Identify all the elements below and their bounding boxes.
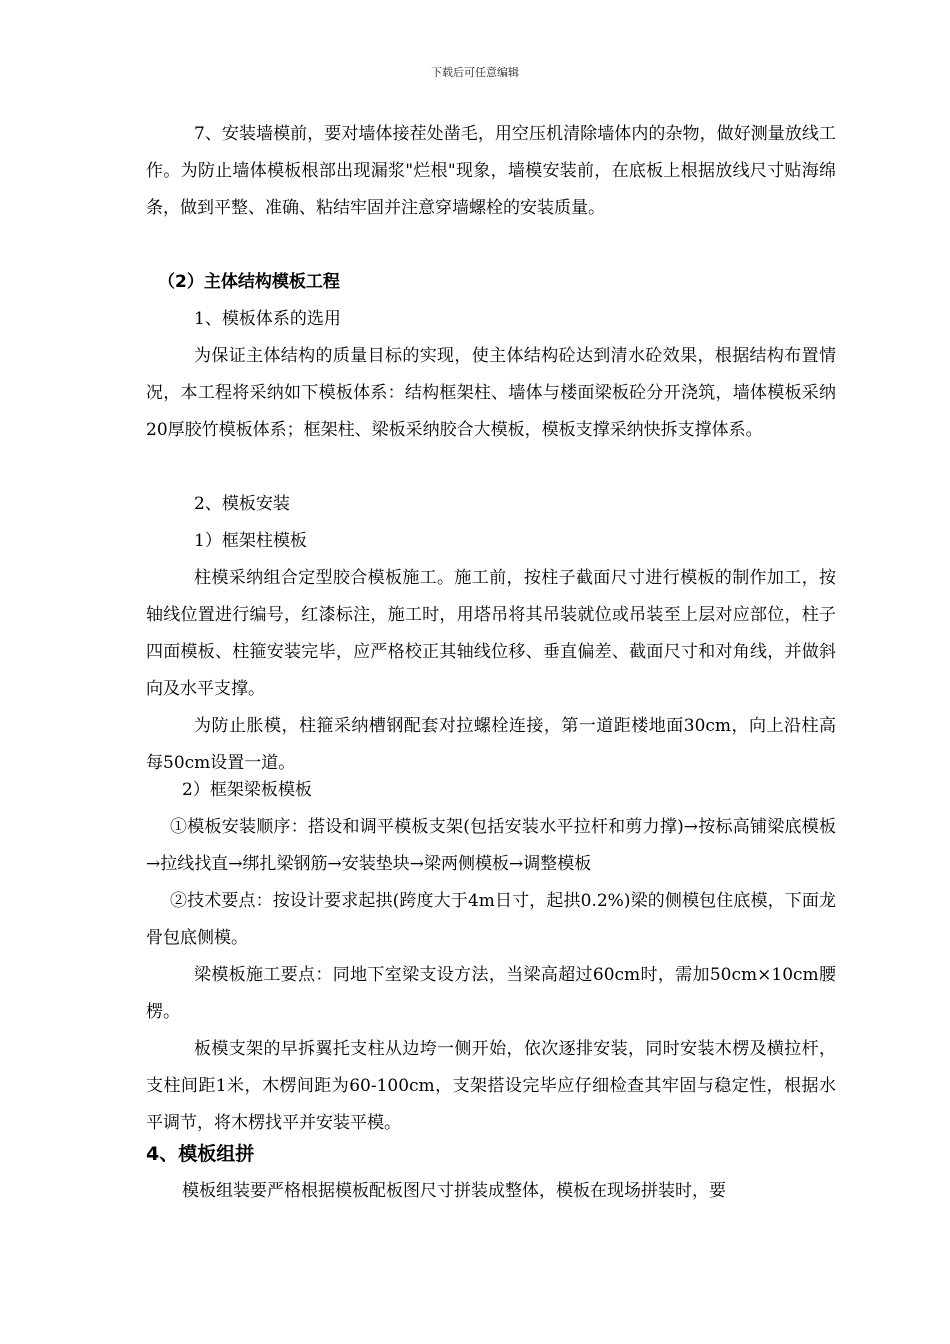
paragraph-technical-points: ②技术要点：按设计要求起拱(跨度大于4m日寸，起拱0.2%)梁的侧模包住底模，下面龙骨包底侧模。 bbox=[146, 891, 836, 948]
page-header: 下载后可任意编辑 bbox=[431, 66, 519, 79]
paragraph-column-formwork: 柱模采纳组合定型胶合模板施工。施工前，按柱子截面尺寸进行模板的制作加工，按轴线位置进行编号，红漆标注，施工时，用塔吊将其吊装就位或吊装至上层对应部位，柱子四面模板、柱箍安装完毕，应严格校正其轴线位移、垂直偏差、截面尺寸和对角线，并做斜向及水平支撑。 bbox=[146, 568, 836, 699]
section-heading-main-structure: （2）主体结构模板工程 bbox=[158, 272, 340, 292]
subheading-column-formwork: 1）框架柱模板 bbox=[194, 531, 307, 551]
paragraph-column-hoop: 为防止胀模，柱箍采纳槽钢配套对拉螺栓连接，第一道距楼地面30cm，向上沿柱高每50cm设置一道。 bbox=[146, 716, 836, 773]
subheading-beam-slab-formwork: 2）框架梁板模板 bbox=[182, 780, 312, 800]
subheading-formwork-selection: 1、模板体系的选用 bbox=[194, 309, 341, 329]
paragraph-beam-points: 梁模板施工要点：同地下室梁支设方法，当梁高超过60cm时，需加50cm×10cm腰楞。 bbox=[146, 965, 836, 1022]
section-heading-assembly: 4、模板组拼 bbox=[146, 1143, 255, 1165]
subheading-formwork-install: 2、模板安装 bbox=[194, 494, 290, 514]
paragraph-assembly: 模板组装要严格根据模板配板图尺寸拼装成整体，模板在现场拼装时，要 bbox=[182, 1181, 726, 1201]
paragraph-install-sequence: ①模板安装顺序：搭设和调平模板支架(包括安装水平拉杆和剪力撑)→按标高铺梁底模板→拉线找直→绑扎梁钢筋→安装垫块→梁两侧模板→调整模板 bbox=[146, 817, 836, 874]
paragraph-formwork-system: 为保证主体结构的质量目标的实现，使主体结构砼达到清水砼效果，根据结构布置情况，本工程将采纳如下模板体系：结构框架柱、墙体与楼面梁板砼分开浇筑，墙体模板采纳20厚胶竹模板体系；框架柱、梁板采纳胶合大模板，模板支撑采纳快拆支撑体系。 bbox=[146, 346, 836, 440]
paragraph-item-7: 7、安装墙模前，要对墙体接茬处凿毛，用空压机清除墙体内的杂物，做好测量放线工作。为防止墙体模板根部出现漏浆"烂根"现象，墙模安装前，在底板上根据放线尺寸贴海绵条，做到平整、准确、粘结牢固并注意穿墙螺栓的安装质量。 bbox=[146, 124, 836, 218]
paragraph-slab-support: 板模支架的早拆翼托支柱从边垮一侧开始，依次逐排安装，同时安装木楞及横拉杆，支柱间距1米，木楞间距为60-100cm，支架搭设完毕应仔细检查其牢固与稳定性，根据水平调节，将木楞找平并安装平模。 bbox=[146, 1039, 836, 1133]
